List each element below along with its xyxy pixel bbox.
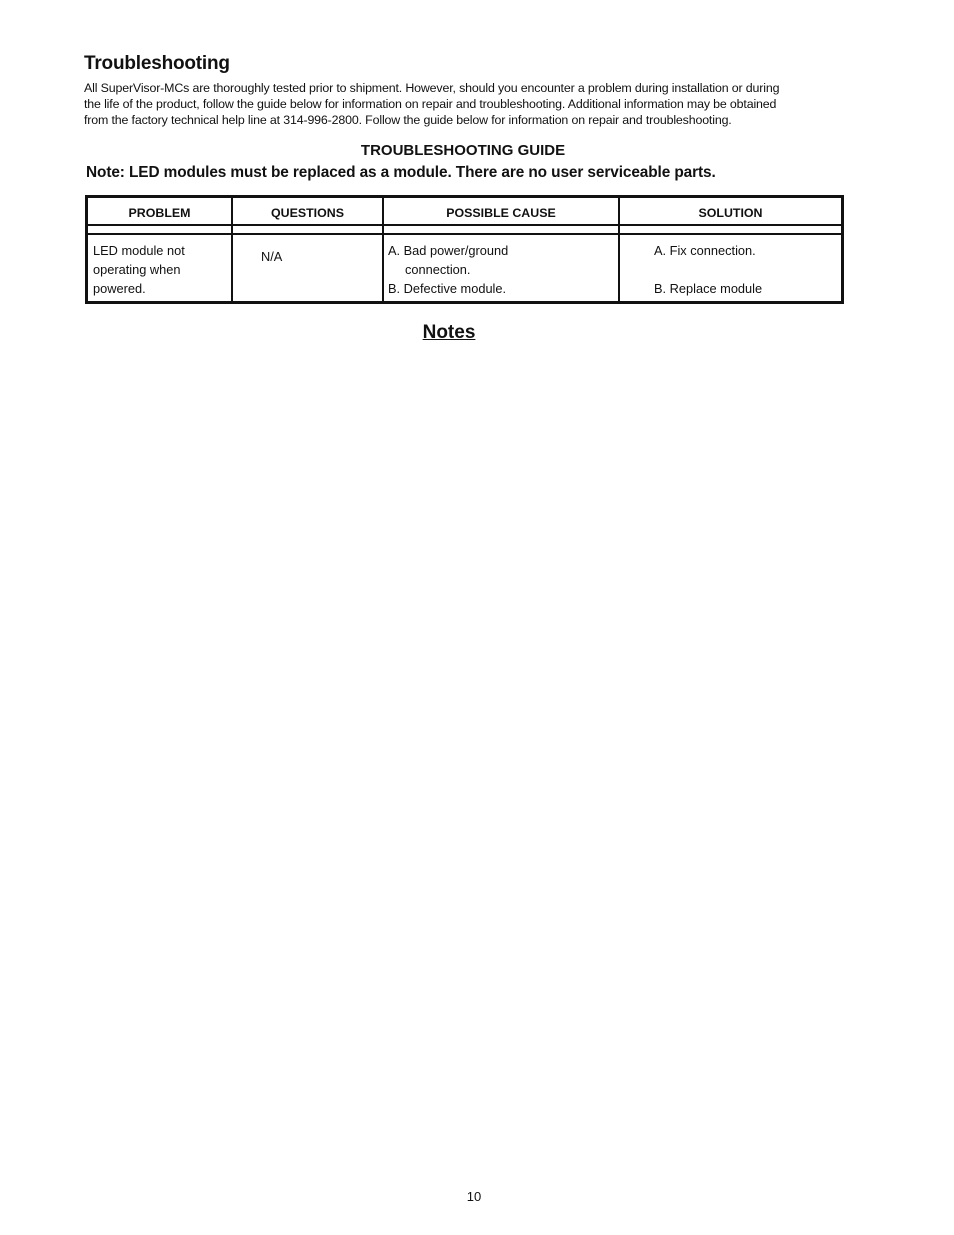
- header-solution: SOLUTION: [698, 206, 763, 220]
- cell-line: powered.: [93, 281, 146, 296]
- cell-line: operating when: [93, 262, 181, 277]
- page-number: 10: [466, 1189, 482, 1204]
- cell-line: A. Fix connection.: [654, 243, 756, 258]
- section-title: Troubleshooting: [84, 53, 230, 74]
- cell-questions: N/A: [261, 249, 283, 264]
- guide-note: Note: LED modules must be replaced as a module. There are no user serviceable parts.: [86, 164, 716, 181]
- guide-title: TROUBLESHOOTING GUIDE: [360, 142, 566, 159]
- intro-paragraph: [84, 80, 844, 128]
- notes-title: Notes: [422, 322, 476, 343]
- header-problem: PROBLEM: [128, 206, 191, 220]
- cell-line: A. Bad power/ground: [388, 243, 509, 258]
- cell-line: B. Replace module: [654, 281, 763, 296]
- troubleshooting-table: [85, 195, 844, 304]
- intro-line: All SuperVisor-MCs are thoroughly tested prior to shipment. However, should you encounter a problem during installation or during: [84, 81, 780, 95]
- cell-possible-cause: [388, 241, 508, 298]
- table-spacer-row: [88, 226, 841, 235]
- header-questions: QUESTIONS: [271, 206, 344, 220]
- cell-problem: [93, 241, 185, 298]
- intro-line: from the factory technical help line at 314-996-2800. Follow the guide below for information on repair and troubleshooting.: [84, 113, 732, 127]
- cell-line: B. Defective module.: [388, 281, 507, 296]
- cell-solution: [654, 241, 762, 298]
- cell-line: connection.: [405, 262, 471, 277]
- header-possible-cause: POSSIBLE CAUSE: [446, 206, 556, 220]
- intro-line: the life of the product, follow the guide below for information on repair and troubleshooting. Additional information may be obtained: [84, 97, 777, 111]
- cell-line: LED module not: [93, 243, 185, 258]
